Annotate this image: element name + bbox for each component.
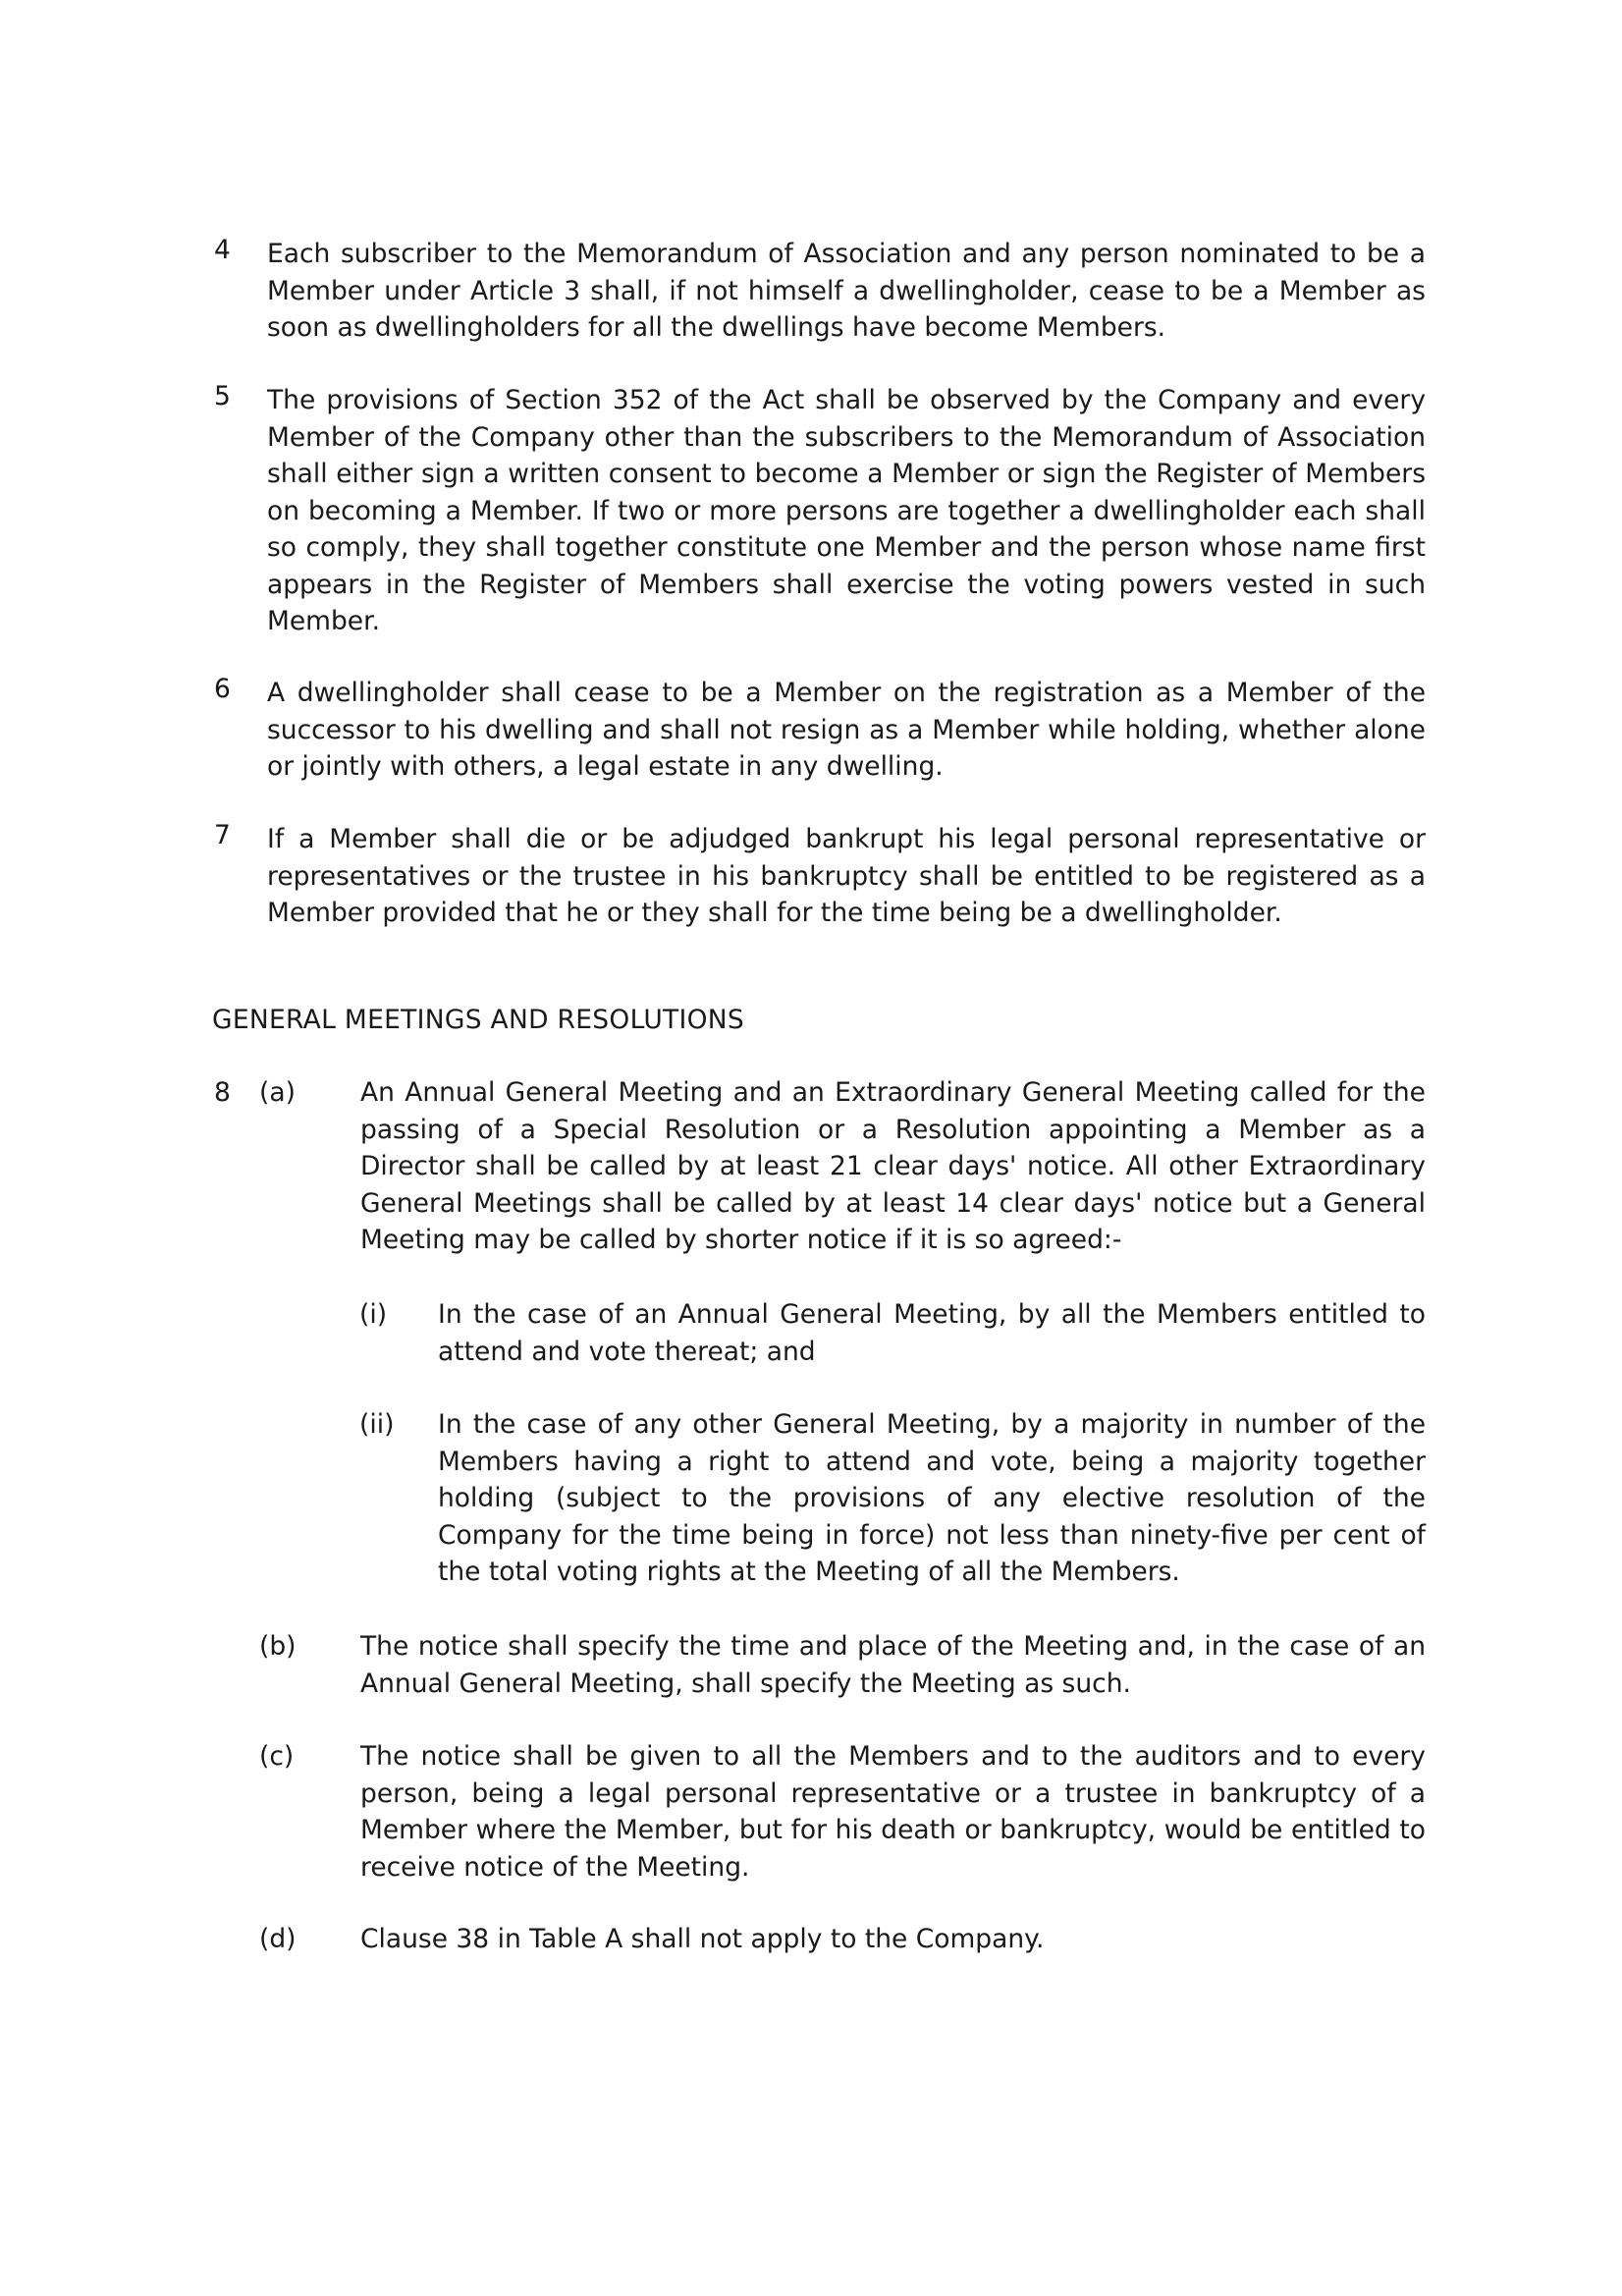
- article-7-text: If a Member shall die or be adjudged bankrupt his legal personal representative or representatives or the trustee in his bankruptcy shall be entitled to be registered as a Member provided that he or they shall for the time being be a dwellingholder.: [267, 824, 1426, 928]
- article-8c-label: (c): [259, 1741, 295, 1772]
- article-8b-label: (b): [259, 1631, 297, 1662]
- article-5-number: 5: [214, 381, 231, 411]
- article-6-number: 6: [214, 674, 231, 704]
- article-6-text: A dwellingholder shall cease to be a Member on the registration as a Member of the successor to his dwelling and shall not resign as a Member while holding, whether alone or jointly with others, a legal estate in any dwelling.: [267, 678, 1426, 782]
- article-8c-text: The notice shall be given to all the Members and to the auditors and to every person, being a legal personal representative or a trustee in bankruptcy of a Member where the Member, but for his death or bankruptcy, would be entitled to receive notice of the Meeting.: [360, 1741, 1426, 1883]
- article-8a-ii-text: In the case of any other General Meeting, by a majority in number of the Members having a right to attend and vote, being a majority together holding (subject to the provisions of any elective resolution of the Company for the time being in force) not less than ninety-five per cent of the total voting rights at the Meeting of all the Members.: [438, 1409, 1426, 1587]
- article-8a-i-label: (i): [359, 1299, 388, 1330]
- article-4-number: 4: [214, 235, 231, 265]
- article-7-number: 7: [214, 820, 231, 850]
- section-heading: GENERAL MEETINGS AND RESOLUTIONS: [212, 1005, 745, 1035]
- article-8a-text: An Annual General Meeting and an Extraordinary General Meeting called for the passing of a Special Resolution or a Resolution appointing a Member as a Director shall be called by at least 21 clear days' notice. All other Extraordinary General Meetings shall be called by at least 14 clear days' notice but a General Meeting may be called by shorter notice if it is so agreed:-: [360, 1077, 1426, 1255]
- article-8d-text: Clause 38 in Table A shall not apply to the Company.: [360, 1924, 1045, 1954]
- article-8-number: 8: [214, 1077, 231, 1108]
- article-8a-i-text: In the case of an Annual General Meeting, by all the Members entitled to attend and vote thereat; and: [438, 1299, 1426, 1367]
- article-8d-label: (d): [259, 1924, 297, 1954]
- article-4-text: Each subscriber to the Memorandum of Association and any person nominated to be a Member under Article 3 shall, if not himself a dwellingholder, cease to be a Member as soon as dwellingholders for all the dwellings have become Members.: [267, 239, 1426, 343]
- article-8a-label: (a): [259, 1077, 296, 1108]
- article-8a-ii-label: (ii): [359, 1409, 395, 1440]
- article-5-text: The provisions of Section 352 of the Act shall be observed by the Company and every Member of the Company other than the subscribers to the Memorandum of Association shall either sign a written consent to become a Member or sign the Register of Members on becoming a Member. If two or more persons are together a dwellingholder each shall so comply, they shall together constitute one Member and the person whose name first appears in the Register of Members shall exercise the voting powers vested in such Member.: [267, 385, 1426, 636]
- article-8b-text: The notice shall specify the time and place of the Meeting and, in the case of an Annual General Meeting, shall specify the Meeting as such.: [360, 1631, 1426, 1699]
